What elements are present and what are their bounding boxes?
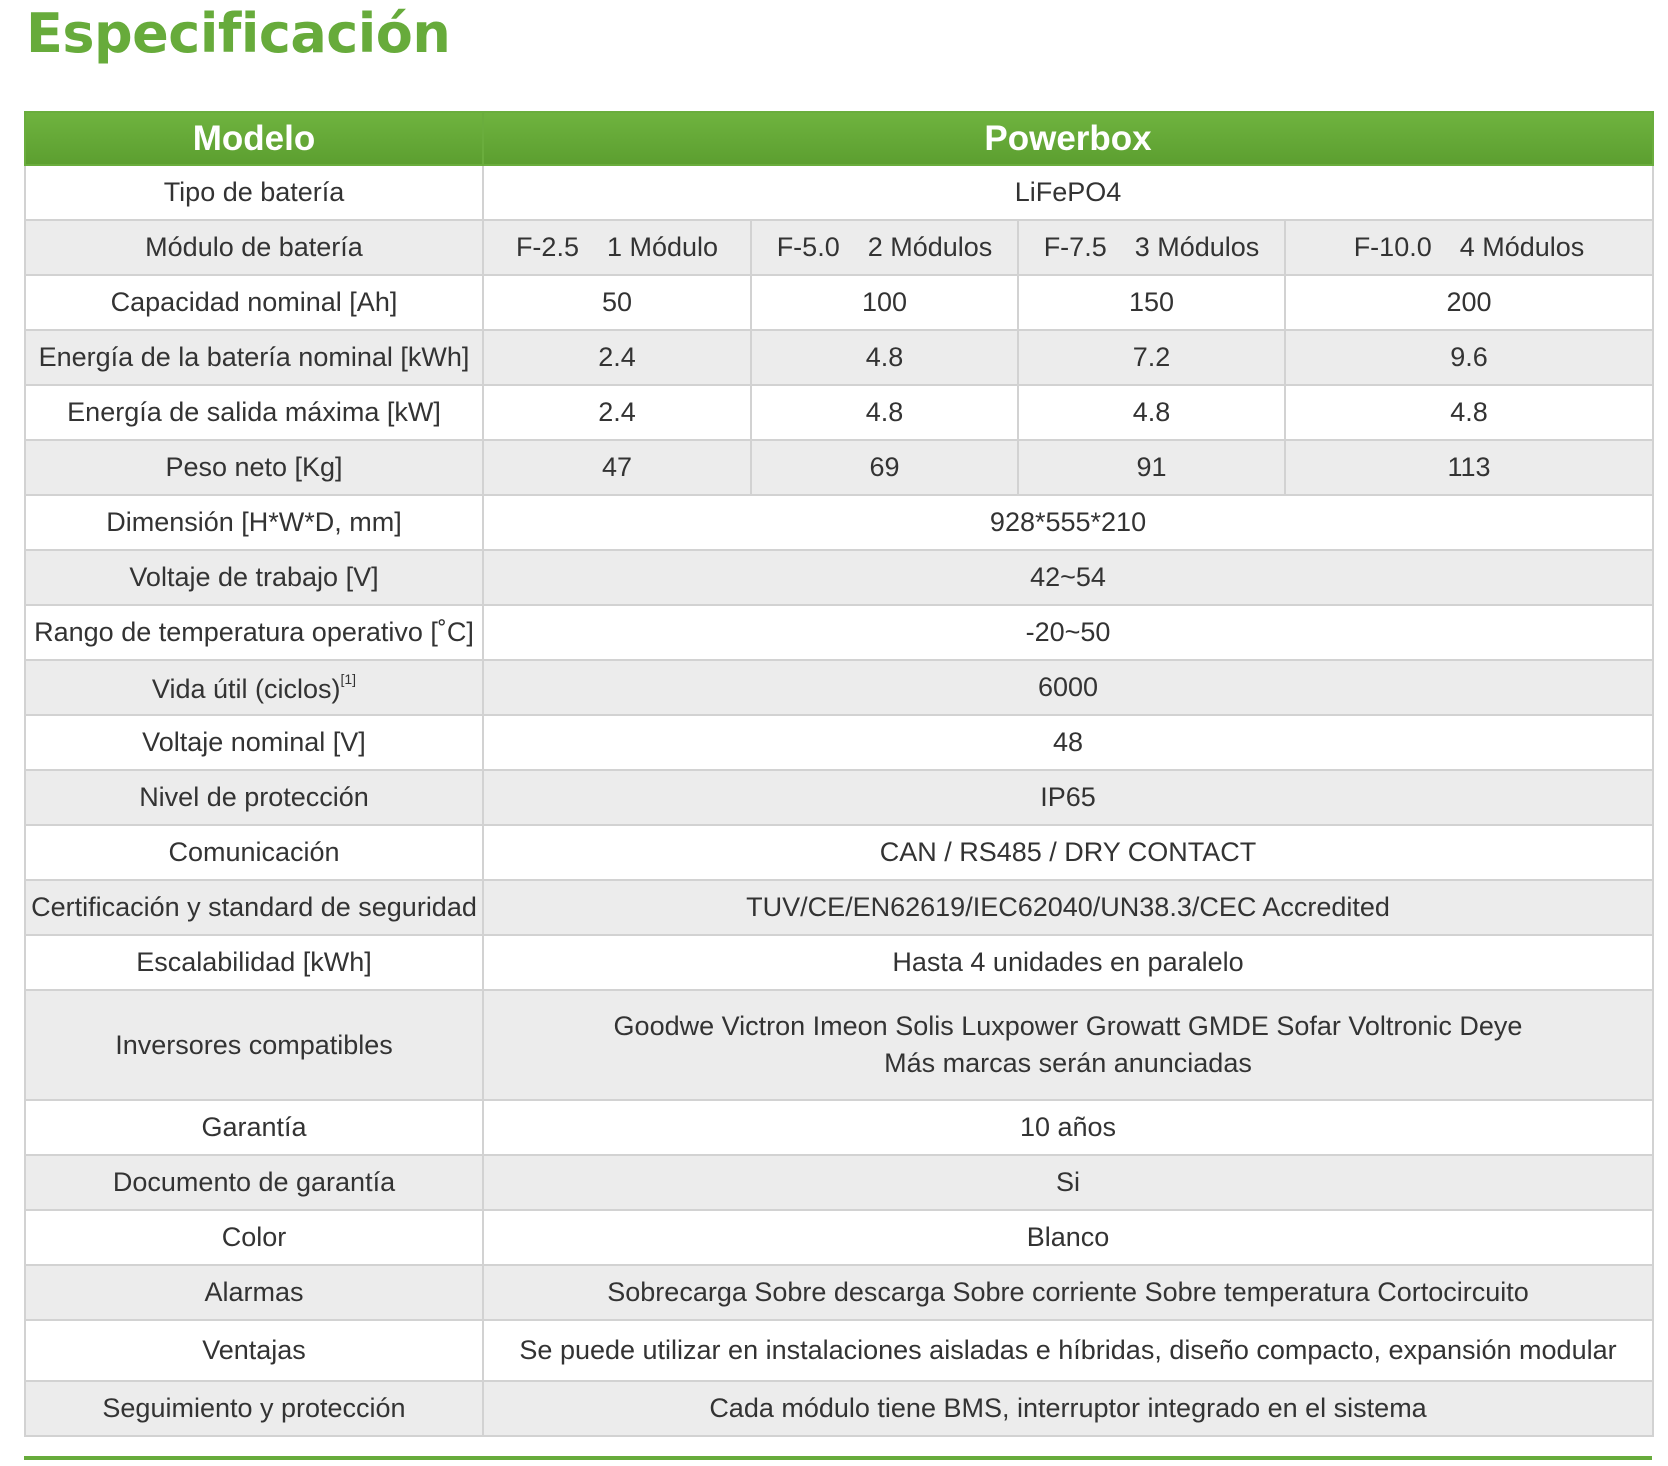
row-label	[25, 660, 483, 715]
row-value: CAN / RS485 / DRY CONTACT	[483, 825, 1653, 880]
row-value: Sobrecarga Sobre descarga Sobre corriente Sobre temperatura Cortocircuito	[483, 1265, 1653, 1320]
row-label: Color	[25, 1210, 483, 1265]
table-row	[25, 330, 1653, 385]
row-label: Energía de la batería nominal [kWh]	[25, 330, 483, 385]
module-cell	[1018, 220, 1285, 275]
row-label: Energía de salida máxima [kW]	[25, 385, 483, 440]
table-row	[25, 1155, 1653, 1210]
row-label: Peso neto [Kg]	[25, 440, 483, 495]
module-code: F-2.5	[515, 232, 579, 262]
footnote-marker: [1]	[340, 670, 357, 687]
row-label: Seguimiento y protección	[25, 1381, 483, 1436]
row-value: 7.2	[1018, 330, 1285, 385]
row-value: 10 años	[483, 1100, 1653, 1155]
table-row	[25, 385, 1653, 440]
row-label: Tipo de batería	[25, 165, 483, 220]
table-row	[25, 990, 1653, 1100]
table-row	[25, 715, 1653, 770]
table-row	[25, 605, 1653, 660]
row-label: Voltaje de trabajo [V]	[25, 550, 483, 605]
row-label: Capacidad nominal [Ah]	[25, 275, 483, 330]
table-row	[25, 220, 1653, 275]
table-row	[25, 1100, 1653, 1155]
row-label: Certificación y standard de seguridad	[25, 880, 483, 935]
module-count: 2 Módulos	[867, 232, 993, 262]
table-row	[25, 550, 1653, 605]
row-value: 100	[751, 275, 1018, 330]
module-cell	[751, 220, 1018, 275]
table-row	[25, 165, 1653, 220]
row-value: 4.8	[1018, 385, 1285, 440]
inverter-brands: Goodwe Victron Imeon Solis Luxpower Growatt GMDE Sofar Voltronic Deye	[613, 1011, 1523, 1041]
table-row	[25, 660, 1653, 715]
row-label: Comunicación	[25, 825, 483, 880]
row-value: 4.8	[1285, 385, 1653, 440]
row-value: 69	[751, 440, 1018, 495]
model-header: Modelo	[25, 112, 483, 165]
product-header: Powerbox	[483, 112, 1653, 165]
row-label: Garantía	[25, 1100, 483, 1155]
table-row	[25, 275, 1653, 330]
row-value: 4.8	[751, 330, 1018, 385]
table-row	[25, 495, 1653, 550]
module-code: F-7.5	[1043, 232, 1107, 262]
row-value: 113	[1285, 440, 1653, 495]
module-count: 3 Módulos	[1134, 232, 1260, 262]
row-value: TUV/CE/EN62619/IEC62040/UN38.3/CEC Accredited	[483, 880, 1653, 935]
row-value: 6000	[483, 660, 1653, 715]
table-row	[25, 880, 1653, 935]
row-value: 47	[483, 440, 751, 495]
table-row	[25, 770, 1653, 825]
row-value: -20~50	[483, 605, 1653, 660]
table-row	[25, 825, 1653, 880]
row-value: 91	[1018, 440, 1285, 495]
table-row	[25, 935, 1653, 990]
table-row	[25, 1265, 1653, 1320]
row-label: Módulo de batería	[25, 220, 483, 275]
row-value: LiFePO4	[483, 165, 1653, 220]
table-row	[25, 440, 1653, 495]
module-cell	[483, 220, 751, 275]
row-value: Blanco	[483, 1210, 1653, 1265]
row-label: Inversores compatibles	[25, 990, 483, 1100]
module-count: 4 Módulos	[1459, 232, 1585, 262]
row-value: 9.6	[1285, 330, 1653, 385]
row-value: 2.4	[483, 385, 751, 440]
module-code: F-5.0	[776, 232, 840, 262]
row-value: IP65	[483, 770, 1653, 825]
module-code: F-10.0	[1353, 232, 1432, 262]
row-value: 42~54	[483, 550, 1653, 605]
row-value: 928*555*210	[483, 495, 1653, 550]
module-cell	[1285, 220, 1653, 275]
row-value: 4.8	[751, 385, 1018, 440]
row-value: 150	[1018, 275, 1285, 330]
row-label: Alarmas	[25, 1265, 483, 1320]
row-value	[483, 990, 1653, 1100]
row-label: Nivel de protección	[25, 770, 483, 825]
row-label: Dimensión [H*W*D, mm]	[25, 495, 483, 550]
page-title: Especificación	[26, 2, 451, 65]
specification-table	[24, 111, 1654, 1437]
row-label: Escalabilidad [kWh]	[25, 935, 483, 990]
row-label: Rango de temperatura operativo [˚C]	[25, 605, 483, 660]
row-label: Ventajas	[25, 1320, 483, 1381]
table-row	[25, 1320, 1653, 1381]
row-label: Voltaje nominal [V]	[25, 715, 483, 770]
row-label-text: Vida útil (ciclos)	[151, 673, 341, 704]
row-value: Hasta 4 unidades en paralelo	[483, 935, 1653, 990]
row-value: 50	[483, 275, 751, 330]
table-row	[25, 1381, 1653, 1436]
row-value: Cada módulo tiene BMS, interruptor integrado en el sistema	[483, 1381, 1653, 1436]
row-value: 200	[1285, 275, 1653, 330]
row-label: Documento de garantía	[25, 1155, 483, 1210]
table-header-row	[25, 112, 1653, 165]
row-value: Si	[483, 1155, 1653, 1210]
row-value: 48	[483, 715, 1653, 770]
module-count: 1 Módulo	[606, 232, 719, 262]
row-value: Se puede utilizar en instalaciones aisladas e híbridas, diseño compacto, expansión modular	[483, 1320, 1653, 1381]
bottom-divider	[24, 1456, 1652, 1460]
row-value: 2.4	[483, 330, 751, 385]
table-row	[25, 1210, 1653, 1265]
inverter-note: Más marcas serán anunciadas	[884, 1048, 1252, 1078]
